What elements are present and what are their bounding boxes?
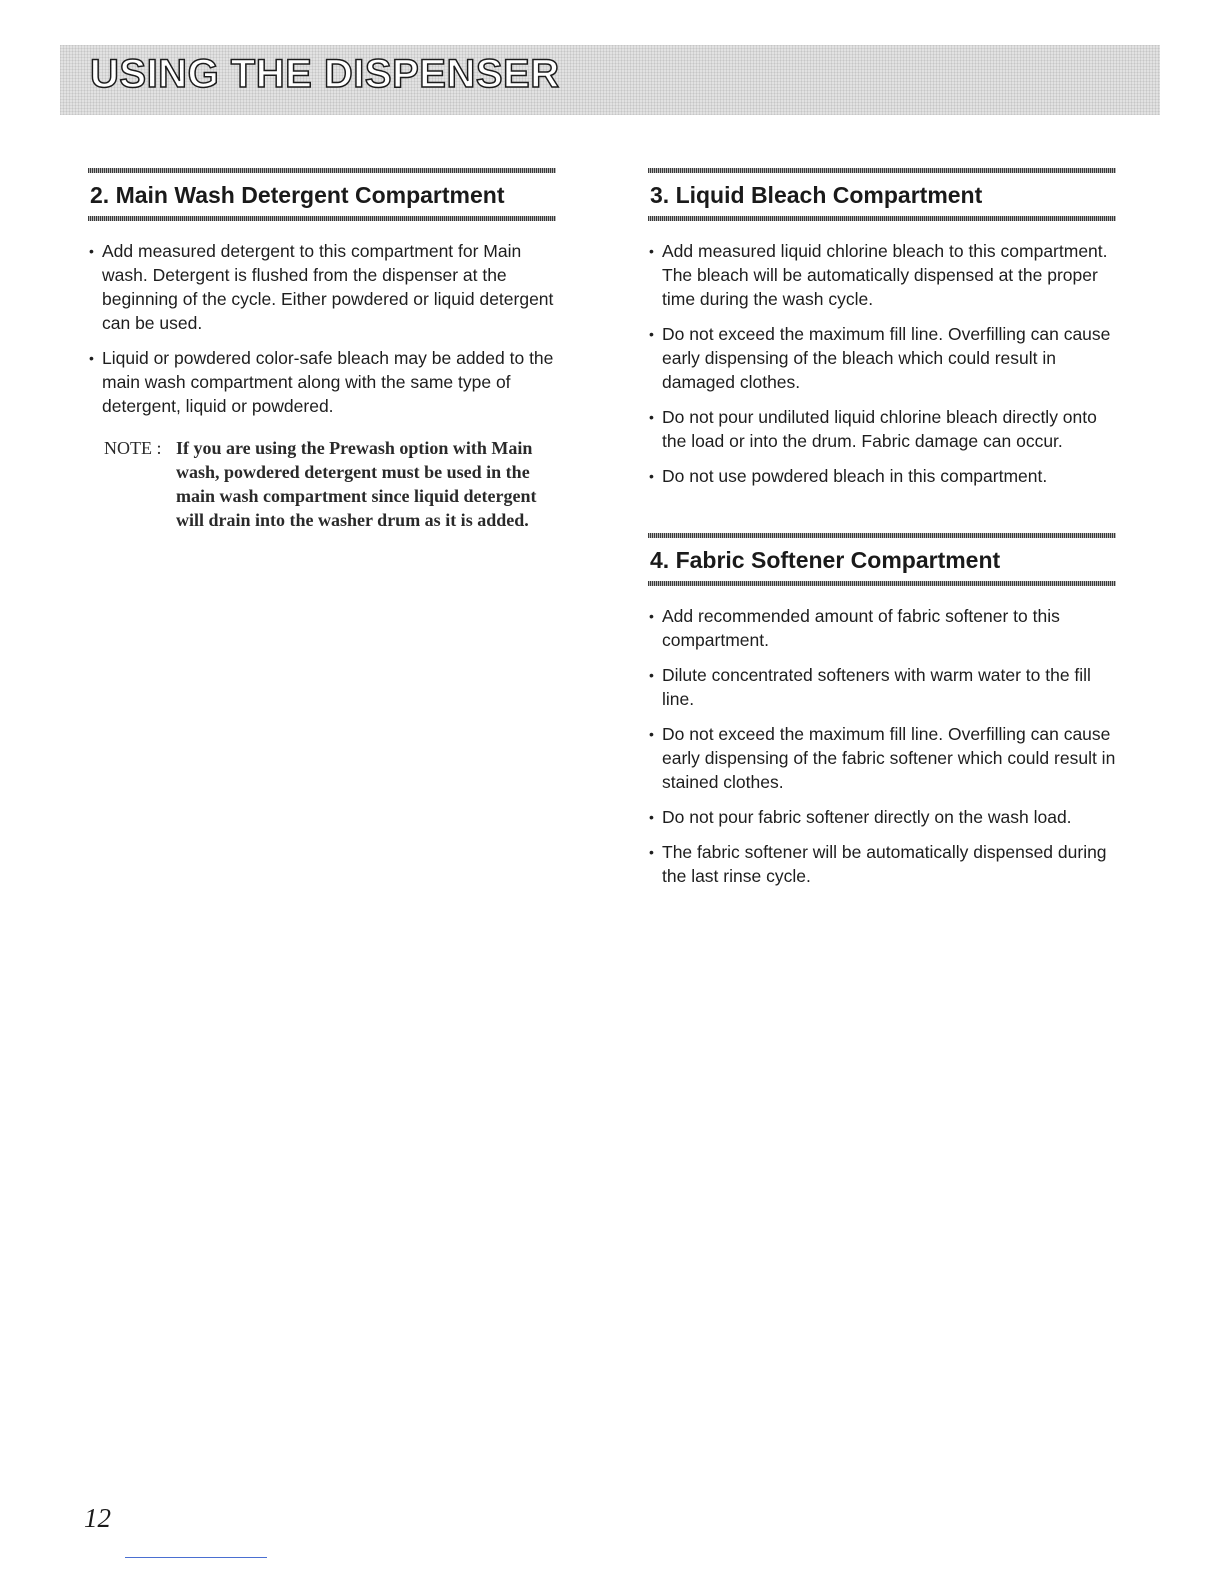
- note-text: If you are using the Prewash option with Main wash, powdered detergent must be used in the main wash compartment since liquid detergent will drain into the washer drum as it is added.: [176, 438, 537, 530]
- bullet-list: [88, 239, 556, 418]
- section-rule-bottom: [648, 581, 1116, 586]
- bullet-item: • Add measured detergent to this compartment for Main wash. Detergent is flushed from the dispenser at the beginning of the cycle. Either powdered or liquid detergent can be used.: [88, 239, 556, 335]
- section-liquid-bleach: [648, 168, 1116, 488]
- section-fabric-softener: [648, 533, 1116, 888]
- section-heading: 3. Liquid Bleach Compartment: [650, 182, 983, 208]
- page-number: 12: [84, 1503, 111, 1533]
- bullet-item: • Do not pour fabric softener directly on the wash load.: [648, 805, 1116, 829]
- bullet-item: • Do not exceed the maximum fill line. Overfilling can cause early dispensing of the fabric softener which could result in stained clothes.: [648, 722, 1116, 794]
- bullet-list: [648, 239, 1116, 488]
- section-rule-bottom: [88, 216, 556, 221]
- bullet-item: • Dilute concentrated softeners with warm water to the fill line.: [648, 663, 1116, 711]
- note-label: NOTE :: [104, 438, 162, 458]
- right-column: [648, 168, 1116, 899]
- bullet-item: • Do not exceed the maximum fill line. Overfilling can cause early dispensing of the bleach which could result in damaged clothes.: [648, 322, 1116, 394]
- bullet-item: • Add recommended amount of fabric softener to this compartment.: [648, 604, 1116, 652]
- title-banner: [60, 45, 1160, 115]
- bullet-item: • The fabric softener will be automatically dispensed during the last rinse cycle.: [648, 840, 1116, 888]
- bullet-list: [648, 604, 1116, 888]
- section-rule-bottom: [648, 216, 1116, 221]
- bullet-item: • Liquid or powdered color-safe bleach may be added to the main wash compartment along with the same type of detergent, liquid or powdered.: [88, 346, 556, 418]
- note-block: [88, 436, 556, 532]
- bullet-item: • Add measured liquid chlorine bleach to this compartment. The bleach will be automatically dispensed at the proper time during the wash cycle.: [648, 239, 1116, 311]
- section-main-wash: [88, 168, 556, 532]
- left-column: [88, 168, 556, 532]
- footer-divider: [125, 1557, 267, 1558]
- bullet-item: • Do not pour undiluted liquid chlorine bleach directly onto the load or into the drum. Fabric damage can occur.: [648, 405, 1116, 453]
- bullet-item: • Do not use powdered bleach in this compartment.: [648, 464, 1116, 488]
- page-title: USING THE DISPENSER: [90, 52, 560, 96]
- section-heading: 2. Main Wash Detergent Compartment: [90, 182, 505, 208]
- section-heading: 4. Fabric Softener Compartment: [650, 547, 1001, 573]
